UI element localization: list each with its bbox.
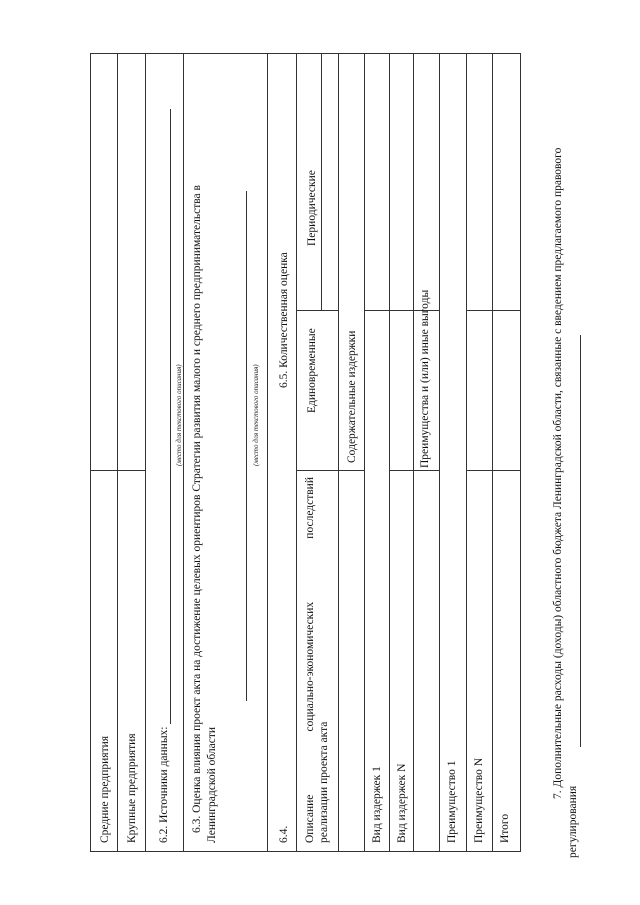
content-costs-header: Содержательные издержки [346,330,358,463]
section-7-line-2: регулирования [567,785,579,858]
row-divider [389,54,390,851]
row-divider [413,54,414,851]
section-6-5: 6.5. Количественная оценка [278,252,290,388]
impact-hint: (место для текстового описания) [252,364,260,466]
one-time-header: Единовременные [306,328,318,413]
cost-item-n: Вид издержек N [396,763,408,843]
assessment-table [90,53,521,852]
row-divider [492,54,493,851]
total-row: Итого [499,813,511,843]
row-divider [117,54,118,851]
sources-underline [170,109,171,724]
section-7-line-1: 7. Дополнительные расходы (доходы) областного бюджета Ленинградской области, связанные с введением предлагаемого правового [552,147,564,799]
row-divider [466,54,467,851]
section-7-underline [580,335,581,747]
row-divider [439,54,440,851]
description-line-1: Описание социально-экономических последствий [304,477,316,843]
row-divider [145,54,146,851]
advantage-n: Преимущество N [473,758,485,843]
row-divider [267,54,268,851]
col-divider [466,470,520,471]
col-divider [296,310,338,311]
section-6-4: 6.4. [278,825,290,843]
impact-line-1: 6.3. Оценка влияния проект акта на достижение целевых ориентиров Стратегии развития малого и среднего предпринимательства в [191,185,203,833]
sources-hint: (место для текстового описания) [175,364,183,466]
periodic-header: Периодические [306,170,318,246]
row-divider [338,54,339,851]
sources-label: 6.2. Источники данных: [158,726,170,843]
subheader-divider [321,54,322,311]
row-label-large: Крупные предприятия [126,733,138,843]
advantage-1: Преимущество 1 [446,760,458,843]
row-label-medium: Средние предприятия [99,735,111,843]
col-divider [466,310,520,311]
col-divider [296,470,364,471]
row-divider [296,54,297,851]
col-divider [389,470,439,471]
row-divider [364,54,365,851]
impact-line-2: Ленинградской области [206,726,218,843]
impact-underline [246,191,247,701]
benefits-header: Преимущества и (или) иные выгоды [419,289,431,468]
cost-item-1: Вид издержек 1 [371,766,383,843]
col-divider [91,470,145,471]
description-line-2: реализации проекта акта [318,721,330,843]
